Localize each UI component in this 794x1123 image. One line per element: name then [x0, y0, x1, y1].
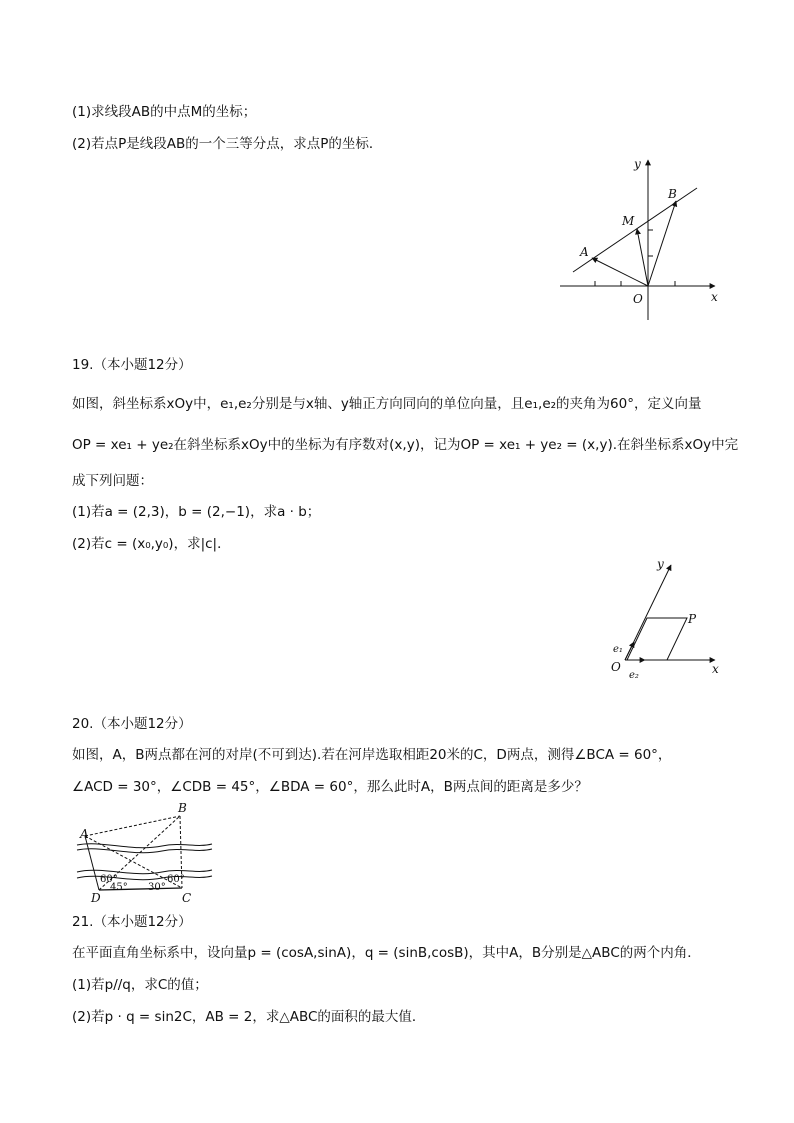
- q19-line3: 成下列问题：: [72, 473, 153, 489]
- q21-line1: 在平面直角坐标系中，设向量p = (cosA,sinA)，q = (sinB,cosB)，其中A，B分别是△ABC的两个内角．: [72, 945, 701, 961]
- q20-figure: [72, 800, 217, 906]
- label-o: O: [611, 660, 621, 674]
- line-ab: [573, 188, 697, 272]
- q21-part2: (2)若p · q = sin2C，AB = 2，求△ABC的面积的最大值．: [72, 1009, 426, 1025]
- q21-part1: (1)若p//q，求C的值；: [72, 977, 208, 993]
- q19-line2: OP = xe₁ + ye₂在斜坐标系xOy中的坐标为有序数对(x,y)，记为OP = xe₁ + ye₂ = (x,y).在斜坐标系xOy中完: [72, 437, 739, 453]
- angle-label-2: 45°: [110, 882, 128, 893]
- label-y: y: [657, 557, 664, 571]
- label-a: A: [80, 827, 89, 841]
- label-x: x: [711, 290, 718, 304]
- label-c: C: [182, 891, 192, 905]
- q20-header: 20.（本小题12分）: [72, 716, 192, 732]
- label-m: M: [622, 214, 635, 228]
- label-o: O: [633, 292, 643, 306]
- q20-line2: ∠ACD = 30°，∠CDB = 45°，∠BDA = 60°，那么此时A，B两点间的距离是多少？: [72, 779, 588, 795]
- q19-part2: (2)若c = (x₀,y₀)，求|c|．: [72, 536, 231, 552]
- angle-label-4: 60°: [167, 874, 185, 885]
- label-b: B: [178, 801, 187, 815]
- q21-header: 21.（本小题12分）: [72, 914, 192, 930]
- label-x: x: [712, 662, 719, 676]
- q18-figure: [555, 150, 730, 330]
- label-d: D: [91, 891, 101, 905]
- line-ab: [85, 816, 180, 836]
- label-y: y: [634, 157, 641, 171]
- label-a: A: [580, 245, 589, 259]
- vector-e1: [625, 642, 634, 660]
- vector-oa: [592, 258, 648, 286]
- q19-part1: (1)若a = (2,3)，b = (2,−1)，求a · b；: [72, 504, 321, 520]
- vector-ob: [648, 201, 676, 286]
- vector-om: [637, 229, 648, 286]
- label-e1: e₁: [613, 644, 623, 655]
- label-p: P: [688, 612, 697, 626]
- q19-line1: 如图，斜坐标系xOy中，e₁,e₂分别是与x轴、y轴正方向同向的单位向量，且e₁,e₂的夹角为60°，定义向量: [72, 396, 702, 412]
- q19-figure: [605, 555, 735, 685]
- label-b: B: [668, 187, 677, 201]
- label-e2: e₂: [629, 670, 639, 681]
- q19-header: 19.（本小题12分）: [72, 357, 192, 373]
- angle-label-1: 60°: [100, 874, 118, 885]
- q20-line1: 如图，A，B两点都在河的对岸(不可到达).若在河岸选取相距20米的C，D两点，测得∠BCA = 60°，: [72, 747, 672, 763]
- parallelogram: [627, 618, 687, 660]
- q18-part2: (2)若点P是线段AB的一个三等分点，求点P的坐标．: [72, 136, 383, 152]
- q18-part1: (1)求线段AB的中点M的坐标；: [72, 104, 257, 120]
- angle-label-3: 30°: [148, 882, 166, 893]
